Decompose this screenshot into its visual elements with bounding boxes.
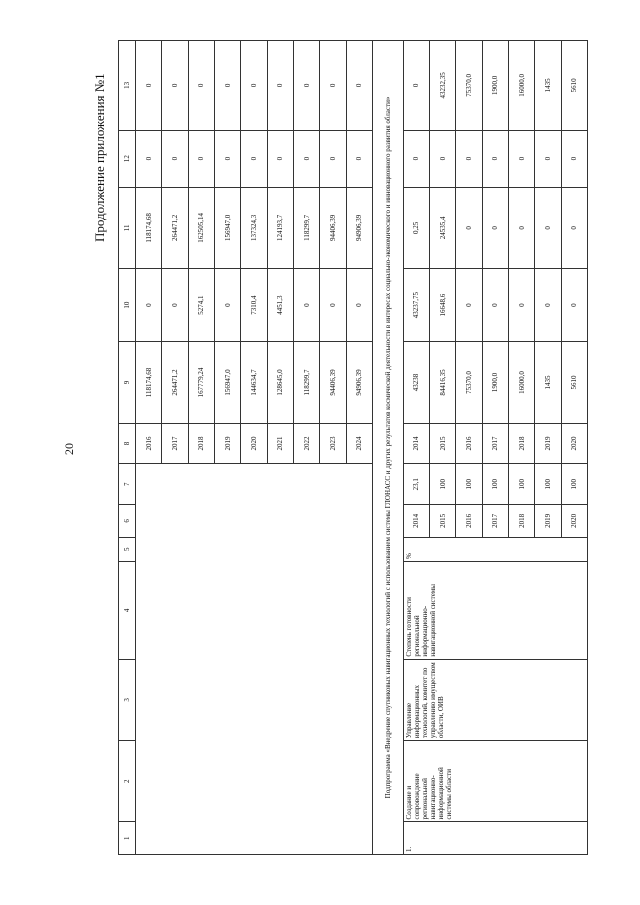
table-cell: 118299,7 [293, 342, 319, 423]
table-cell: 0 [482, 269, 508, 342]
column-number: 9 [119, 342, 136, 423]
table-cell: 2021 [267, 423, 293, 464]
table-cell: 24535,4 [430, 187, 456, 268]
subprogram-title: Подпрограмма «Внедрение спутниковых навигационных технологий с использованием системы ГЛОНАСС и других результатов космической деятельности в интересах социально-экономического и инновационного развития области» [372, 41, 403, 855]
subprogram-row [372, 41, 403, 855]
table-cell: 4451,3 [267, 269, 293, 342]
table-cell: 16000,0 [509, 342, 535, 423]
table-cell: 100 [561, 464, 587, 505]
table-cell: 162505,14 [188, 187, 214, 268]
table-cell: 0 [346, 41, 372, 131]
column-number: 8 [119, 423, 136, 464]
table-cell: 1900,0 [482, 342, 508, 423]
table-cell: 0 [456, 269, 482, 342]
column-number: 6 [119, 505, 136, 538]
item-unit: % [403, 537, 587, 561]
table-cell: 264471,2 [162, 342, 188, 423]
table-cell: 144634,7 [241, 342, 267, 423]
table-cell: 0 [561, 130, 587, 187]
item-name: Создание и сопровождение региональной навигационно-информационной системы области [403, 741, 587, 822]
table-cell: 75370,0 [456, 342, 482, 423]
column-number: 2 [119, 741, 136, 822]
table-cell: 2020 [561, 423, 587, 464]
table-cell: 0 [346, 130, 372, 187]
table-cell: 2017 [482, 505, 508, 538]
column-number: 13 [119, 41, 136, 131]
table-cell: 0 [320, 41, 346, 131]
table-cell: 100 [482, 464, 508, 505]
table-cell: 0 [509, 130, 535, 187]
table-cell: 0 [136, 41, 162, 131]
table-cell: 264471,2 [162, 187, 188, 268]
table-cell: 2020 [561, 505, 587, 538]
table-cell: 0 [241, 130, 267, 187]
table-cell: 0 [162, 269, 188, 342]
table-cell: 1435 [535, 41, 561, 131]
table-cell: 7310,4 [241, 269, 267, 342]
table-cell: 0 [162, 130, 188, 187]
table-cell: 118174,68 [136, 187, 162, 268]
table-cell: 124193,7 [267, 187, 293, 268]
appendix-continuation-header: Продолжение приложения №1 [92, 73, 107, 242]
table-cell: 0 [456, 187, 482, 268]
table-row [403, 41, 429, 855]
table-cell: 5610 [561, 41, 587, 131]
table-cell: 0 [320, 269, 346, 342]
table-cell: 2016 [456, 423, 482, 464]
table-cell: 2014 [403, 505, 429, 538]
table-cell: 0 [320, 130, 346, 187]
table-cell: 0 [456, 130, 482, 187]
table-cell: 0 [403, 130, 429, 187]
table-cell: 43237,75 [403, 269, 429, 342]
table-cell: 94406,39 [320, 187, 346, 268]
table-cell: 128645,0 [267, 342, 293, 423]
table-cell: 2016 [456, 505, 482, 538]
budget-table [118, 40, 588, 855]
table-cell: 0 [509, 187, 535, 268]
table-cell: 137324,3 [241, 187, 267, 268]
rotated-table-container [118, 40, 588, 855]
table-cell: 0 [214, 130, 240, 187]
table-cell: 0 [162, 41, 188, 131]
table-cell: 2019 [535, 505, 561, 538]
table-cell: 2023 [320, 423, 346, 464]
table-cell: 94906,39 [346, 342, 372, 423]
table-cell: 94906,39 [346, 187, 372, 268]
table-cell: 43232,35 [430, 41, 456, 131]
table-cell: 156947,0 [214, 342, 240, 423]
table-cell: 0 [293, 269, 319, 342]
table-cell: 16000,0 [509, 41, 535, 131]
table-cell: 0 [214, 269, 240, 342]
table-cell: 0 [241, 41, 267, 131]
item-indicator: Степень готовности региональной информационно-навигационной системы [403, 561, 587, 659]
table-cell: 0 [535, 130, 561, 187]
table-cell: 2019 [214, 423, 240, 464]
table-cell: 23,1 [403, 464, 429, 505]
column-number: 12 [119, 130, 136, 187]
column-number: 7 [119, 464, 136, 505]
table-cell: 0,25 [403, 187, 429, 268]
table-cell: 2016 [136, 423, 162, 464]
table-cell: 0 [214, 41, 240, 131]
table-cell: 0 [136, 130, 162, 187]
table-cell: 2018 [509, 423, 535, 464]
table-cell: 2015 [430, 423, 456, 464]
table-cell: 100 [509, 464, 535, 505]
table-cell: 0 [482, 130, 508, 187]
table-cell: 118299,7 [293, 187, 319, 268]
table-cell: 2019 [535, 423, 561, 464]
table-cell: 0 [188, 130, 214, 187]
table-cell: 0 [293, 41, 319, 131]
table-cell: 0 [535, 269, 561, 342]
table-cell: 2015 [430, 505, 456, 538]
table-cell: 100 [535, 464, 561, 505]
table-cell: 2020 [241, 423, 267, 464]
table-cell: 2017 [482, 423, 508, 464]
table-cell: 1900,0 [482, 41, 508, 131]
table-cell: 118174,68 [136, 342, 162, 423]
table-cell: 0 [188, 41, 214, 131]
table-cell: 0 [136, 269, 162, 342]
column-number: 1 [119, 822, 136, 855]
empty-cell [136, 464, 373, 855]
page-number: 20 [62, 443, 76, 455]
table-cell: 100 [456, 464, 482, 505]
table-cell: 2017 [162, 423, 188, 464]
column-number: 10 [119, 269, 136, 342]
table-cell: 156947,0 [214, 187, 240, 268]
table-cell: 2024 [346, 423, 372, 464]
table-cell: 2014 [403, 423, 429, 464]
item-executor: Управление информационных технологий, комитет по управлению имуществом области, ОИВ [403, 659, 587, 740]
table-cell: 0 [267, 130, 293, 187]
item-number: 1. [403, 822, 587, 855]
table-cell: 0 [535, 187, 561, 268]
table-cell: 0 [346, 269, 372, 342]
column-number: 3 [119, 659, 136, 740]
table-cell: 0 [509, 269, 535, 342]
table-cell: 5610 [561, 342, 587, 423]
table-cell: 100 [430, 464, 456, 505]
table-row [136, 41, 162, 855]
table-cell: 94406,39 [320, 342, 346, 423]
table-cell: 43238 [403, 342, 429, 423]
table-cell: 0 [430, 130, 456, 187]
table-cell: 0 [561, 269, 587, 342]
table-cell: 0 [403, 41, 429, 131]
table-cell: 84416,35 [430, 342, 456, 423]
table-cell: 0 [482, 187, 508, 268]
table-cell: 0 [293, 130, 319, 187]
table-cell: 75370,0 [456, 41, 482, 131]
column-number: 11 [119, 187, 136, 268]
table-cell: 0 [561, 187, 587, 268]
table-cell: 167779,24 [188, 342, 214, 423]
column-number: 5 [119, 537, 136, 561]
table-cell: 2018 [509, 505, 535, 538]
table-cell: 5274,1 [188, 269, 214, 342]
table-cell: 16648,6 [430, 269, 456, 342]
table-cell: 2022 [293, 423, 319, 464]
column-number-row [119, 41, 136, 855]
column-number: 4 [119, 561, 136, 659]
table-cell: 0 [267, 41, 293, 131]
table-cell: 2018 [188, 423, 214, 464]
table-cell: 1435 [535, 342, 561, 423]
